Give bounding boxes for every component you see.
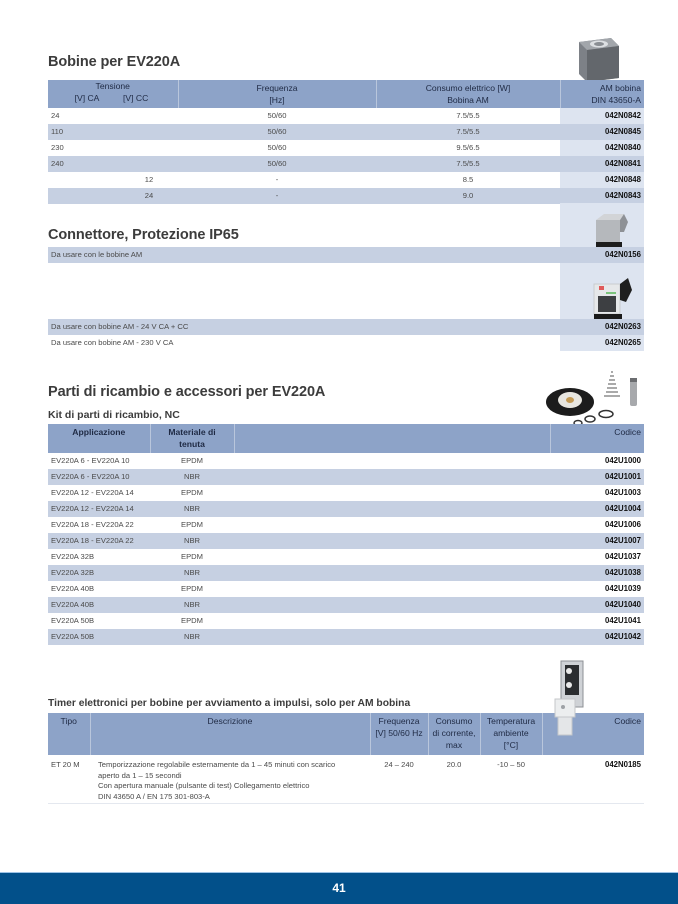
cell-code: 042U1000 (550, 453, 644, 469)
cell-code: 042U1001 (550, 469, 644, 485)
cell-v-ca (48, 172, 120, 188)
cell-code: 042U1040 (550, 597, 644, 613)
header-consumo: Consumo elettrico [W] (425, 83, 511, 93)
cell-v-cc (120, 140, 178, 156)
header-hz: [Hz] (269, 95, 285, 105)
cell-consumption: 9.5/6.5 (456, 143, 480, 152)
table-header-row (48, 424, 644, 453)
cell-code: 042U1041 (550, 613, 644, 629)
cell-description: Da usare con le bobine AM (48, 247, 560, 263)
table-row (48, 533, 644, 549)
table-row (48, 124, 644, 140)
cell-code: 042N0842 (560, 108, 644, 124)
cell-application: EV220A 50B (48, 629, 150, 645)
cell-code: 042U1038 (550, 565, 644, 581)
header-materiale-line2: tenuta (179, 439, 205, 449)
table-row (48, 629, 644, 645)
section-title-connector: Connettore, Protezione IP65 (48, 227, 239, 243)
cell-code: 042N0265 (560, 335, 644, 351)
table-row (48, 501, 644, 517)
cell-frequency: - (178, 188, 376, 204)
description-line: aperto da 1 – 15 secondi (98, 770, 182, 780)
connector-photo (592, 210, 630, 250)
cell-v-ca: 110 (48, 124, 120, 140)
description-line: Temporizzazione regolabile esternamente da 1 – 45 minuti con scarico (98, 760, 336, 769)
cell-code: 042N0845 (560, 124, 644, 140)
spare-parts-kit-photo (540, 366, 640, 428)
cell-material: EPDM (181, 456, 203, 465)
cell-code: 042U1006 (550, 517, 644, 533)
cell-description: Da usare con bobine AM - 24 V CA + CC (48, 319, 560, 335)
table-header-row (48, 80, 644, 108)
cell-material: NBR (150, 533, 234, 549)
table-row (48, 565, 644, 581)
cell-material: NBR (150, 469, 234, 485)
header-empty (234, 424, 550, 453)
page-number: 41 (332, 881, 346, 895)
header-bobina-am: Bobina AM (447, 95, 489, 105)
cell-description (90, 755, 370, 802)
table-row (48, 188, 644, 204)
cell-application: EV220A 32B (51, 552, 95, 561)
cell-code: 042U1037 (550, 549, 644, 565)
cell-v-cc (120, 156, 178, 172)
cell-application: EV220A 6 - EV220A 10 (51, 456, 130, 465)
cell-frequency: 50/60 (178, 124, 376, 140)
cell-code: 042U1039 (550, 581, 644, 597)
cell-code: 042U1003 (550, 485, 644, 501)
table-row (48, 335, 644, 351)
header-consumo-line3: max (445, 740, 463, 750)
cell-tipo: ET 20 M (51, 760, 80, 769)
cell-frequency: 50/60 (267, 111, 287, 120)
cell-consumption: 20.0 (446, 760, 462, 769)
table-row (48, 319, 644, 335)
cell-v-cc (120, 108, 178, 124)
cell-v-ca: 230 (51, 143, 64, 152)
cell-consumption: 7.5/5.5 (456, 111, 480, 120)
description-line: DIN 43650 A / EN 175 301-803-A (98, 791, 210, 801)
cell-material: NBR (150, 565, 234, 581)
cell-application: EV220A 18 - EV220A 22 (48, 533, 150, 549)
cell-code: 042U1007 (550, 533, 644, 549)
cell-description: Da usare con bobine AM - 230 V CA (51, 338, 174, 347)
table-row (48, 485, 644, 501)
header-v-ca: [V] CA (74, 93, 100, 103)
cell-v-ca: 24 (51, 111, 60, 120)
table-row (48, 613, 644, 629)
table-row (48, 156, 644, 172)
section-title-spares: Parti di ricambio e accessori per EV220A (48, 384, 326, 400)
cell-material: EPDM (181, 616, 203, 625)
cell-application: EV220A 40B (48, 597, 150, 613)
table-row (48, 108, 644, 124)
table-row (48, 469, 644, 485)
header-temp-line2: ambiente (493, 728, 529, 738)
header-consumo-line2: di corrente, (432, 728, 476, 738)
cell-material: NBR (150, 501, 234, 517)
connector-table (48, 247, 644, 351)
header-materiale-line1: Materiale di (168, 427, 216, 437)
cell-code: 042U1004 (550, 501, 644, 517)
cell-v-cc: 24 (120, 188, 178, 204)
table-row (48, 581, 644, 597)
cell-temperature: -10 – 50 (497, 760, 525, 769)
description-line: Con apertura manuale (pulsante di test) Collegamento elettrico (98, 781, 310, 790)
spare-parts-table (48, 424, 644, 645)
cell-v-cc: 12 (144, 175, 154, 184)
cell-frequency: 50/60 (267, 143, 287, 152)
cell-material: EPDM (181, 520, 203, 529)
cell-application: EV220A 12 - EV220A 14 (48, 501, 150, 517)
cell-frequency: 50/60 (178, 156, 376, 172)
table-row (48, 453, 644, 469)
cell-code: 042N0156 (560, 247, 644, 263)
section-subtitle-spares: Kit di parti di ricambio, NC (48, 409, 180, 421)
header-tensione: Tensione (95, 81, 130, 91)
cell-v-cc (120, 124, 178, 140)
cell-application: EV220A 18 - EV220A 22 (51, 520, 134, 529)
cell-application: EV220A 6 - EV220A 10 (48, 469, 150, 485)
coils-table (48, 80, 644, 204)
cell-material: NBR (150, 629, 234, 645)
header-applicazione: Applicazione (48, 424, 150, 453)
cell-material: EPDM (181, 552, 203, 561)
header-freq-line2: [V] 50/60 Hz (375, 728, 423, 738)
header-frequenza: Frequenza (256, 83, 298, 93)
cell-consumption: 7.5/5.5 (376, 156, 560, 172)
section-title-timer: Timer elettronici per bobine per avviamento a impulsi, solo per AM bobina (48, 698, 411, 709)
cell-consumption: 8.5 (462, 175, 474, 184)
bottom-rule (48, 803, 644, 804)
cell-code: 042N0185 (542, 755, 644, 802)
header-temp-line1: Temperatura (486, 716, 536, 726)
cell-application: EV220A 32B (48, 565, 150, 581)
table-row (48, 517, 644, 533)
cell-code: 042N0841 (560, 156, 644, 172)
coil-photo (573, 32, 623, 84)
cell-frequency: 24 – 240 (384, 760, 414, 769)
cell-v-ca: 240 (48, 156, 120, 172)
header-v-cc: [V] CC (123, 93, 149, 103)
cell-v-ca (48, 188, 120, 204)
cell-material: EPDM (181, 488, 203, 497)
table-row (48, 755, 644, 802)
table-row (48, 549, 644, 565)
table-row (48, 247, 644, 263)
header-codice: Codice (542, 713, 644, 755)
header-freq-line1: Frequenza (378, 716, 420, 726)
spacer-row (48, 263, 644, 319)
timer-photo (553, 659, 587, 737)
cell-consumption: 7.5/5.5 (376, 124, 560, 140)
cell-material: EPDM (181, 584, 203, 593)
header-din: DIN 43650-A (591, 95, 641, 105)
cell-code: 042N0848 (560, 172, 644, 188)
cell-code: 042N0843 (560, 188, 644, 204)
cell-consumption: 9.0 (376, 188, 560, 204)
cell-material: NBR (150, 597, 234, 613)
table-row (48, 172, 644, 188)
cell-code: 042N0263 (560, 319, 644, 335)
table-row (48, 597, 644, 613)
section-title-coils: Bobine per EV220A (48, 54, 181, 70)
header-consumo-line1: Consumo (435, 716, 473, 726)
cell-application: EV220A 50B (51, 616, 95, 625)
page-footer (0, 872, 678, 904)
cell-code: 042N0840 (560, 140, 644, 156)
cell-application: EV220A 12 - EV220A 14 (51, 488, 134, 497)
header-tipo: Tipo (48, 713, 90, 755)
cell-application: EV220A 40B (51, 584, 95, 593)
table-row (48, 140, 644, 156)
header-am-bobina: AM bobina (599, 83, 641, 93)
cell-frequency: - (275, 175, 279, 184)
cell-code: 042U1042 (550, 629, 644, 645)
header-codice: Codice (550, 424, 644, 453)
header-temp-line3: [°C] (503, 740, 519, 750)
header-descrizione: Descrizione (90, 713, 370, 755)
